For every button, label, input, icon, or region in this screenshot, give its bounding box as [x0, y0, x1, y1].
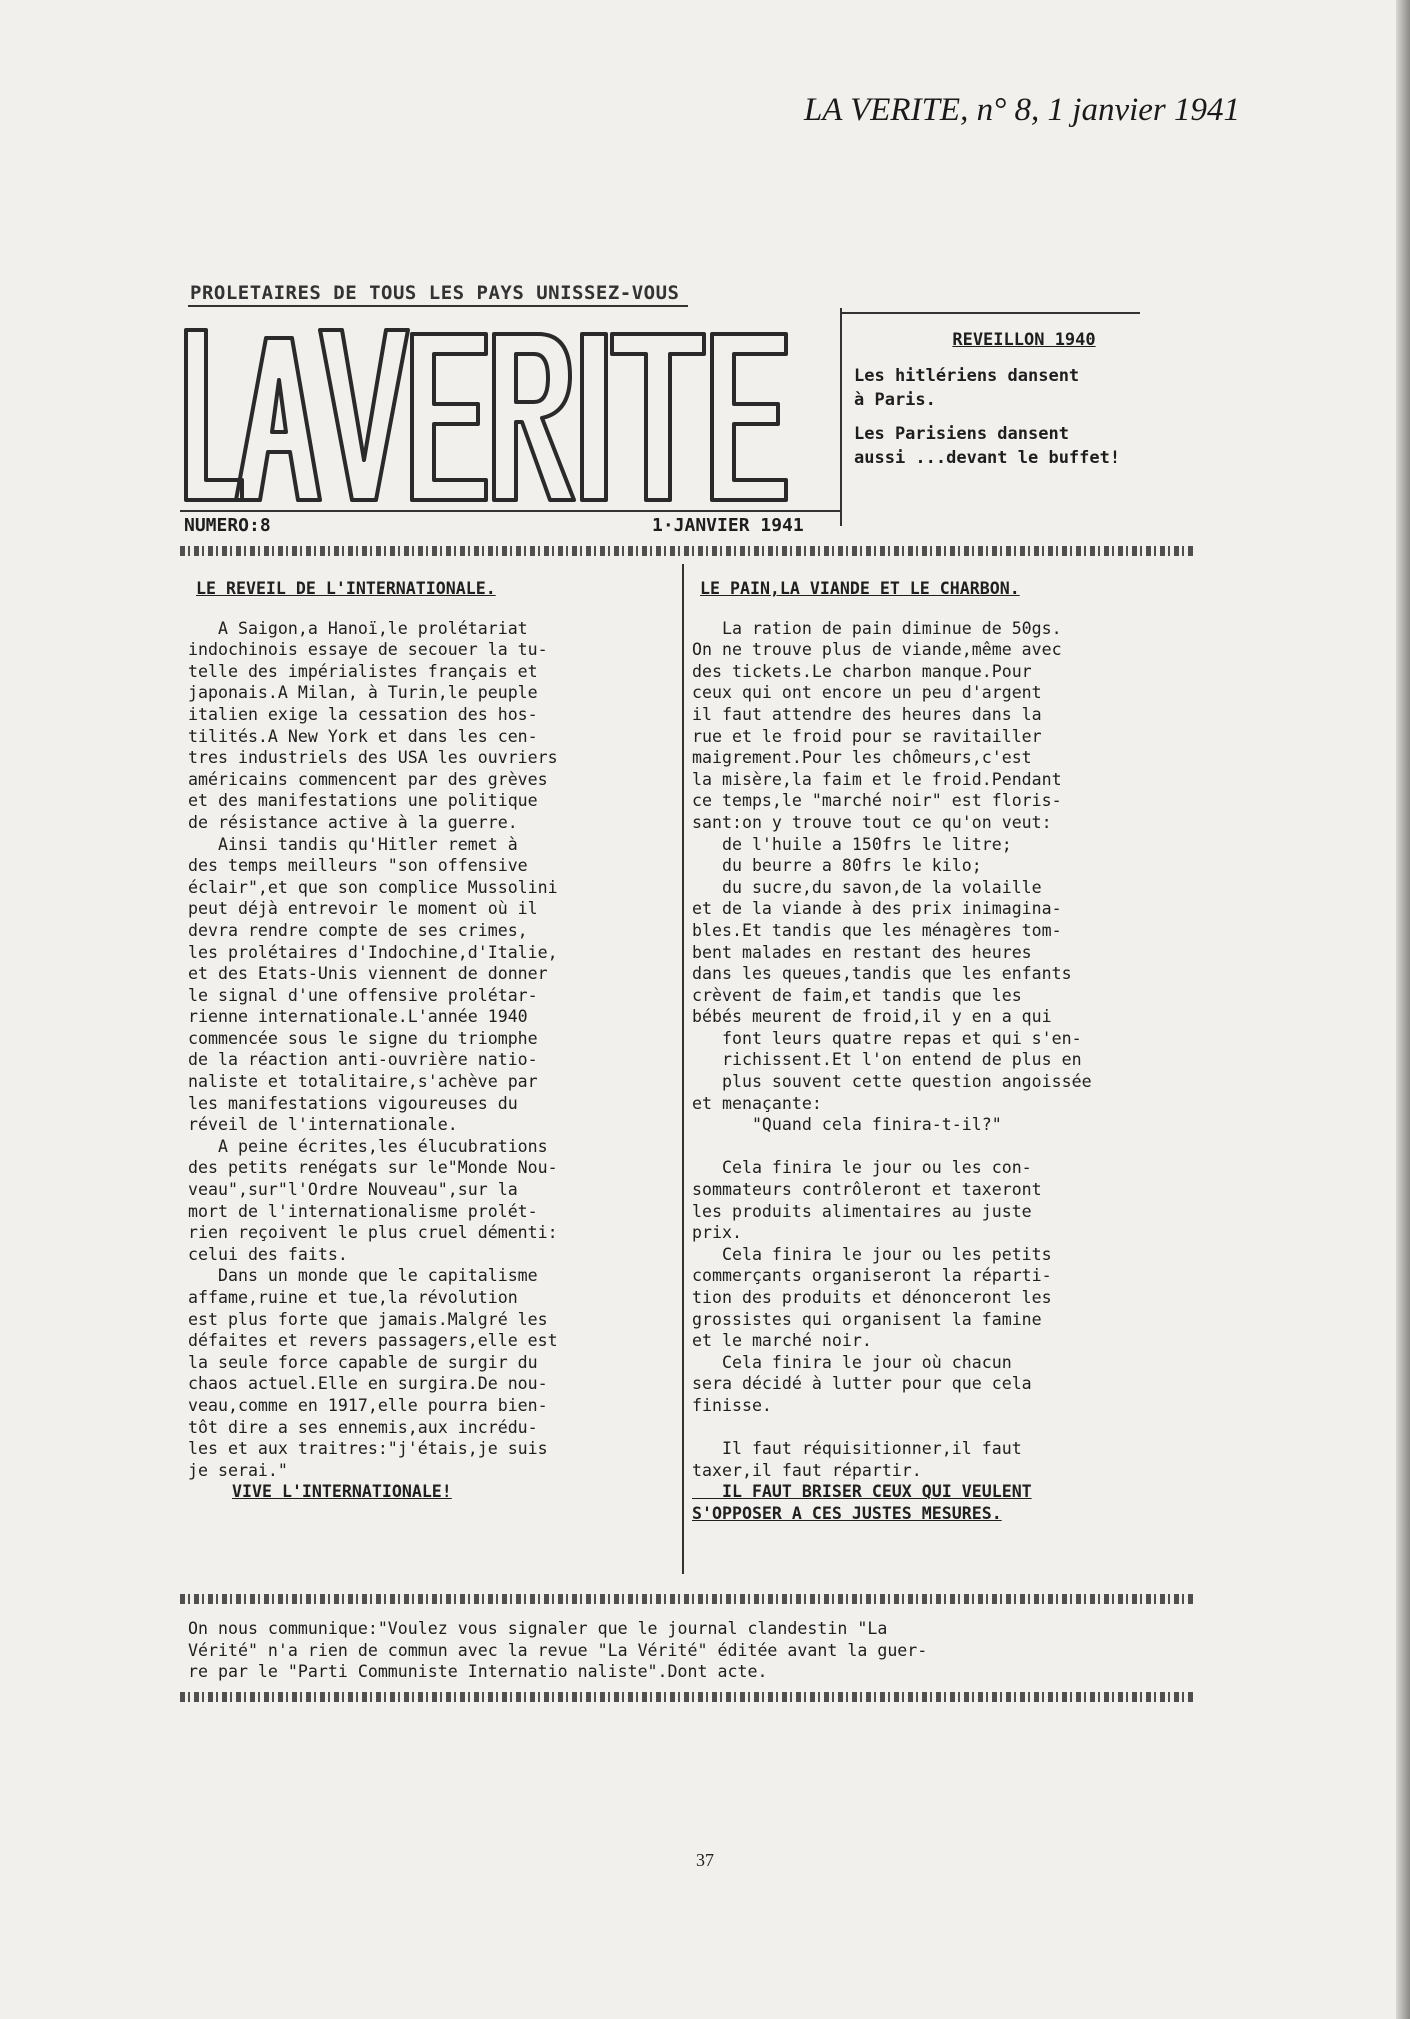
- article-line: maigrement.Pour les chômeurs,c'est: [692, 748, 1032, 768]
- article-line: tôt dire a ses ennemis,aux incrédu-: [188, 1417, 538, 1437]
- article-line: celui des faits.: [188, 1244, 348, 1264]
- article-line: Ainsi tandis qu'Hitler remet à: [188, 834, 518, 854]
- article-line: de l'huile a 150frs le litre;: [692, 834, 1012, 854]
- article-line: je serai.": [188, 1460, 288, 1480]
- article-line: du sucre,du savon,de la volaille: [692, 877, 1042, 897]
- article-line: éclair",et que son complice Mussolini: [188, 877, 558, 897]
- article-line: A Saigon,a Hanoï,le prolétariat: [188, 618, 528, 638]
- article-line: veau,comme en 1917,elle pourra bien-: [188, 1395, 548, 1415]
- teaser-box: [854, 328, 1194, 480]
- article-line: et le marché noir.: [692, 1331, 872, 1351]
- article-line: la misère,la faim et le froid.Pendant: [692, 769, 1062, 789]
- article-line: de la réaction anti-ouvrière natio-: [188, 1050, 538, 1070]
- article-left-closing: VIVE L'INTERNATIONALE!: [232, 1482, 452, 1502]
- article-line: défaites et revers passagers,elle est: [188, 1331, 558, 1351]
- dotted-separator-middle: [180, 1594, 1196, 1604]
- article-line: commencée sous le signe du triomphe: [188, 1028, 538, 1048]
- article-line: les et aux traitres:"j'étais,je suis: [188, 1439, 548, 1459]
- teaser-line: Les hitlériens dansent à Paris.: [854, 366, 1080, 410]
- article-line: La ration de pain diminue de 50gs.: [692, 618, 1062, 638]
- article-line: les manifestations vigoureuses du: [188, 1093, 518, 1113]
- issue-number: NUMERO:8: [184, 515, 271, 536]
- article-line: et des Etats-Unis viennent de donner: [188, 964, 548, 984]
- article-line: taxer,il faut répartir.: [692, 1460, 922, 1480]
- article-line: tres industriels des USA les ouvriers: [188, 748, 558, 768]
- article-line: italien exige la cessation des hos-: [188, 704, 538, 724]
- article-right-closing-1: IL FAUT BRISER CEUX QUI VEULENT: [692, 1482, 1032, 1502]
- article-line: des petits renégats sur le"Monde Nou-: [188, 1158, 558, 1178]
- article-line: prix.: [692, 1223, 742, 1243]
- masthead-logo: [180, 320, 800, 508]
- teaser-title: REVEILLON 1940: [952, 330, 1096, 350]
- article-line: indochinois essaye de secouer la tu-: [188, 640, 548, 660]
- masthead-baseline-rule: [180, 510, 840, 512]
- article-line: naliste et totalitaire,s'achève par: [188, 1072, 538, 1092]
- article-line: bles.Et tandis que les ménagères tom-: [692, 920, 1062, 940]
- article-line: réveil de l'internationale.: [188, 1115, 458, 1135]
- footer-notice: On nous communique:"Voulez vous signaler que le journal clandestin "La Vérité" n'a rien de commun avec la revue "La Vérité" éditée avant la guer- re par le "Parti Communiste Internatio naliste".Dont acte.: [188, 1619, 928, 1682]
- article-line: japonais.A Milan, à Turin,le peuple: [188, 683, 538, 703]
- article-line: commerçants organiseront la réparti-: [692, 1266, 1052, 1286]
- article-line: tion des produits et dénonceront les: [692, 1288, 1052, 1307]
- article-line: sommateurs contrôleront et taxeront: [692, 1180, 1042, 1200]
- article-line: la seule force capable de surgir du: [188, 1352, 538, 1372]
- dotted-separator-bottom: [180, 1692, 1196, 1702]
- article-line: des tickets.Le charbon manque.Pour: [692, 661, 1032, 681]
- article-line: bébés meurent de froid,il y en a qui: [692, 1007, 1052, 1027]
- article-line: Cela finira le jour où chacun: [692, 1352, 1012, 1372]
- article-line: font leurs quatre repas et qui s'en-: [692, 1028, 1082, 1048]
- article-line: les produits alimentaires au juste: [692, 1201, 1032, 1221]
- article-line: "Quand cela finira-t-il?": [692, 1115, 1002, 1135]
- article-line: mort de l'internationalisme prolét-: [188, 1201, 538, 1221]
- article-line: rue et le froid pour se ravitailler: [692, 726, 1042, 746]
- article-line: les prolétaires d'Indochine,d'Italie,: [188, 942, 558, 962]
- article-line: veau",sur"l'Ordre Nouveau",sur la: [188, 1180, 518, 1200]
- article-right-title: LE PAIN,LA VIANDE ET LE CHARBON.: [700, 579, 1020, 598]
- article-line: sera décidé à lutter pour que cela: [692, 1374, 1032, 1394]
- article-line: chaos actuel.Elle en surgira.De nou-: [188, 1374, 548, 1394]
- article-line: affame,ruine et tue,la révolution: [188, 1288, 518, 1307]
- article-line: [692, 1136, 1198, 1158]
- article-right-body: [692, 618, 1198, 1482]
- dotted-separator-top: [180, 546, 1196, 556]
- article-line: [692, 1417, 1198, 1439]
- article-line: telle des impérialistes français et: [188, 661, 538, 681]
- article-line: et des manifestations une politique: [188, 791, 538, 811]
- article-line: sant:on y trouve tout ce qu'on veut:: [692, 812, 1052, 832]
- running-head: LA VERITE, n° 8, 1 janvier 1941: [803, 92, 1240, 128]
- article-right: [692, 578, 1198, 1525]
- article-line: et menaçante:: [692, 1093, 822, 1113]
- page-number: 37: [696, 1850, 714, 1870]
- article-right-closing-2: S'OPPOSER A CES JUSTES MESURES.: [692, 1503, 1002, 1523]
- masthead-outline-lettering: [180, 320, 800, 508]
- teaser-line: Les Parisiens dansent aussi ...devant le buffet!: [854, 424, 1121, 468]
- newspaper-sheet: [180, 278, 1200, 1708]
- article-line: il faut attendre des heures dans la: [692, 704, 1042, 724]
- page-binding-shadow: [1396, 0, 1410, 2019]
- article-line: est plus forte que jamais.Malgré les: [188, 1309, 548, 1329]
- article-line: tilités.A New York et dans les cen-: [188, 726, 538, 746]
- article-line: le signal d'une offensive prolétar-: [188, 985, 538, 1005]
- masthead-top-rule: [840, 312, 1140, 314]
- article-line: de résistance active à la guerre.: [188, 812, 518, 832]
- article-line: ceux qui ont encore un peu d'argent: [692, 683, 1042, 703]
- article-line: devra rendre compte de ses crimes,: [188, 920, 528, 940]
- article-line: américains commencent par des grèves: [188, 769, 548, 789]
- article-line: On ne trouve plus de viande,même avec: [692, 640, 1062, 660]
- article-line: grossistes qui organisent la famine: [692, 1309, 1042, 1329]
- article-left: [188, 578, 672, 1503]
- article-line: Cela finira le jour ou les petits: [692, 1244, 1052, 1264]
- article-line: Dans un monde que le capitalisme: [188, 1266, 538, 1286]
- article-line: rien reçoivent le plus cruel démenti:: [188, 1223, 558, 1243]
- issue-date: 1·JANVIER 1941: [652, 515, 804, 536]
- article-line: crèvent de faim,et tandis que les: [692, 985, 1022, 1005]
- article-left-body: [188, 618, 672, 1482]
- article-line: bent malades en restant des heures: [692, 942, 1032, 962]
- article-left-title: LE REVEIL DE L'INTERNATIONALE.: [196, 579, 496, 598]
- article-line: peut déjà entrevoir le moment où il: [188, 899, 538, 919]
- article-line: ce temps,le "marché noir" est floris-: [692, 791, 1062, 811]
- article-line: rienne internationale.L'année 1940: [188, 1007, 528, 1027]
- article-line: Cela finira le jour ou les con-: [692, 1158, 1032, 1178]
- newspaper-slogan: PROLETAIRES DE TOUS LES PAYS UNISSEZ-VOUS: [188, 282, 688, 307]
- article-line: des temps meilleurs "son offensive: [188, 856, 528, 876]
- article-line: plus souvent cette question angoissée: [692, 1072, 1092, 1092]
- article-line: du beurre a 80frs le kilo;: [692, 856, 982, 876]
- article-line: richissent.Et l'on entend de plus en: [692, 1050, 1082, 1070]
- article-line: et de la viande à des prix inimagina-: [692, 899, 1062, 919]
- masthead-divider-vertical: [840, 308, 842, 526]
- article-line: finisse.: [692, 1395, 772, 1415]
- column-divider: [682, 564, 684, 1574]
- article-line: Il faut réquisitionner,il faut: [692, 1439, 1022, 1459]
- article-line: dans les queues,tandis que les enfants: [692, 964, 1072, 984]
- article-line: A peine écrites,les élucubrations: [188, 1136, 548, 1156]
